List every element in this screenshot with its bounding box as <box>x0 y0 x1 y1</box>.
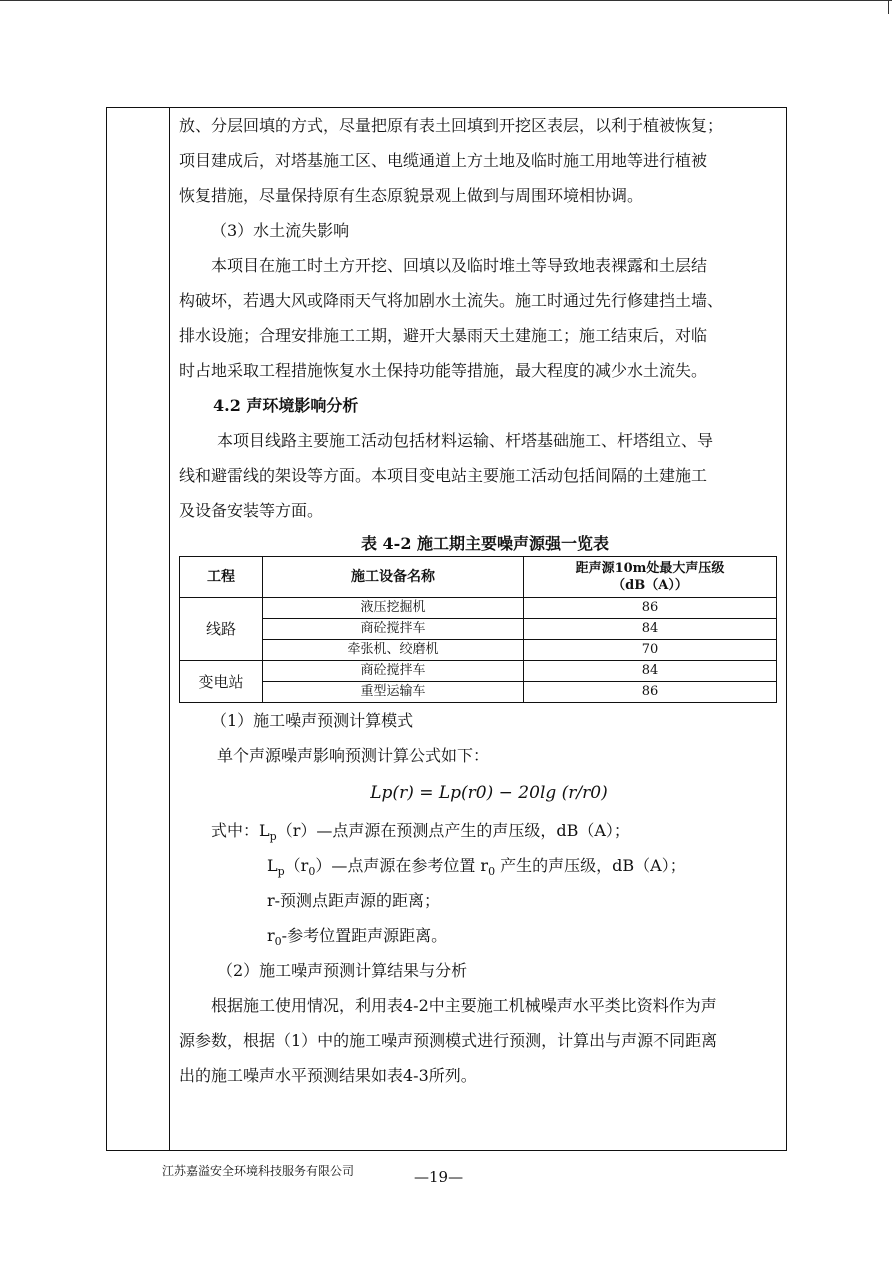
table-title: 表 4-2 施工期主要噪声源强一览表 <box>360 534 610 553</box>
header-equipment: 施工设备名称 <box>263 557 524 598</box>
where-text: L <box>267 856 278 875</box>
table-row <box>180 640 777 661</box>
page-frame <box>106 107 787 1151</box>
where-line-2 <box>179 848 779 883</box>
table-row <box>180 682 777 703</box>
table-row <box>180 598 777 619</box>
calc-mode-heading: （1）施工噪声预测计算模式 <box>211 711 414 730</box>
where-sub: p <box>269 830 277 844</box>
where-line-1 <box>179 813 779 848</box>
footer-company: 江苏嘉溢安全环境科技服务有限公司 <box>162 1164 355 1178</box>
paragraph-line: 放、分层回填的方式，尽量把原有表土回填到开挖区表层，以利于植被恢复； <box>179 116 724 135</box>
page-number: —19— <box>414 1168 464 1186</box>
where-line-3: r-预测点距声源的距离； <box>267 891 441 910</box>
paragraph-line: 时占地采取工程措施恢复水土保持功能等措施，最大程度的减少水土流失。 <box>179 361 708 380</box>
group-cell: 线路 <box>180 598 263 661</box>
equipment-cell: 商砼搅拌车 <box>263 619 524 640</box>
paragraph-line: 项目建成后，对塔基施工区、电缆通道上方土地及临时施工用地等进行植被 <box>179 151 708 170</box>
subheading-soil-erosion: （3）水土流失影响 <box>211 221 350 240</box>
calc-result-heading: （2）施工噪声预测计算结果与分析 <box>217 961 468 980</box>
table-row <box>180 619 777 640</box>
table-row <box>180 661 777 682</box>
table-header-row <box>180 557 777 598</box>
section-heading: 4.2 声环境影响分析 <box>213 396 359 415</box>
equipment-cell: 液压挖掘机 <box>263 598 524 619</box>
level-cell: 70 <box>524 640 777 661</box>
formula: Lp(r) = Lp(r0) − 20lg (r/r0) <box>370 783 608 803</box>
header-sound-level <box>524 557 777 598</box>
corner-tick <box>888 0 889 14</box>
where-sub: 0 <box>488 865 496 879</box>
header-project: 工程 <box>180 557 263 598</box>
header-sound-level-line2: （dB（A）） <box>612 578 688 593</box>
header-sound-level-line1: 距声源10m处最大声压级 <box>575 561 725 576</box>
level-cell: 86 <box>524 598 777 619</box>
group-cell: 变电站 <box>180 661 263 703</box>
level-cell: 84 <box>524 661 777 682</box>
level-cell: 84 <box>524 619 777 640</box>
where-text: 产生的声压级，dB（A）； <box>495 856 686 875</box>
paragraph-line: 构破坏，若遇大风或降雨天气将加剧水土流失。施工时通过先行修建挡土墙、 <box>179 291 724 310</box>
equipment-cell: 牵张机、绞磨机 <box>263 640 524 661</box>
paragraph-line: 出的施工噪声水平预测结果如表4-3所列。 <box>179 1066 477 1085</box>
equipment-cell: 商砼搅拌车 <box>263 661 524 682</box>
where-sub: p <box>277 865 285 879</box>
paragraph-line: 线和避雷线的架设等方面。本项目变电站主要施工活动包括间隔的土建施工 <box>179 466 708 485</box>
paragraph-line: 本项目线路主要施工活动包括材料运输、杆塔基础施工、杆塔组立、导 <box>217 431 714 450</box>
where-text: 式中：L <box>211 821 270 840</box>
top-rule <box>0 0 892 1</box>
content-column <box>179 108 779 1093</box>
paragraph-line: 及设备安装等方面。 <box>179 501 324 520</box>
noise-source-table <box>179 556 777 703</box>
paragraph-line: 根据施工使用情况，利用表4-2中主要施工机械噪声水平类比资料作为声 <box>211 996 717 1015</box>
paragraph-line: 源参数，根据（1）中的施工噪声预测模式进行预测，计算出与声源不同距离 <box>179 1031 718 1050</box>
where-line-4 <box>179 918 779 953</box>
formula-intro: 单个声源噪声影响预测计算公式如下： <box>217 746 490 765</box>
column-divider <box>169 108 170 1150</box>
where-text: r <box>267 926 275 945</box>
paragraph-line: 恢复措施，尽量保持原有生态原貌景观上做到与周围环境相协调。 <box>179 186 644 205</box>
where-sub: 0 <box>274 935 282 949</box>
level-cell: 86 <box>524 682 777 703</box>
paragraph-line: 本项目在施工时土方开挖、回填以及临时堆土等导致地表裸露和土层结 <box>211 256 708 275</box>
equipment-cell: 重型运输车 <box>263 682 524 703</box>
where-text: ）—点声源在参考位置 r <box>315 856 489 875</box>
where-sub: 0 <box>308 865 316 879</box>
where-text: -参考位置距声源距离。 <box>281 926 448 945</box>
where-text: （r <box>284 856 309 875</box>
where-text: （r）—点声源在预测点产生的声压级，dB（A）； <box>276 821 630 840</box>
paragraph-line: 排水设施；合理安排施工工期，避开大暴雨天土建施工；施工结束后，对临 <box>179 326 708 345</box>
